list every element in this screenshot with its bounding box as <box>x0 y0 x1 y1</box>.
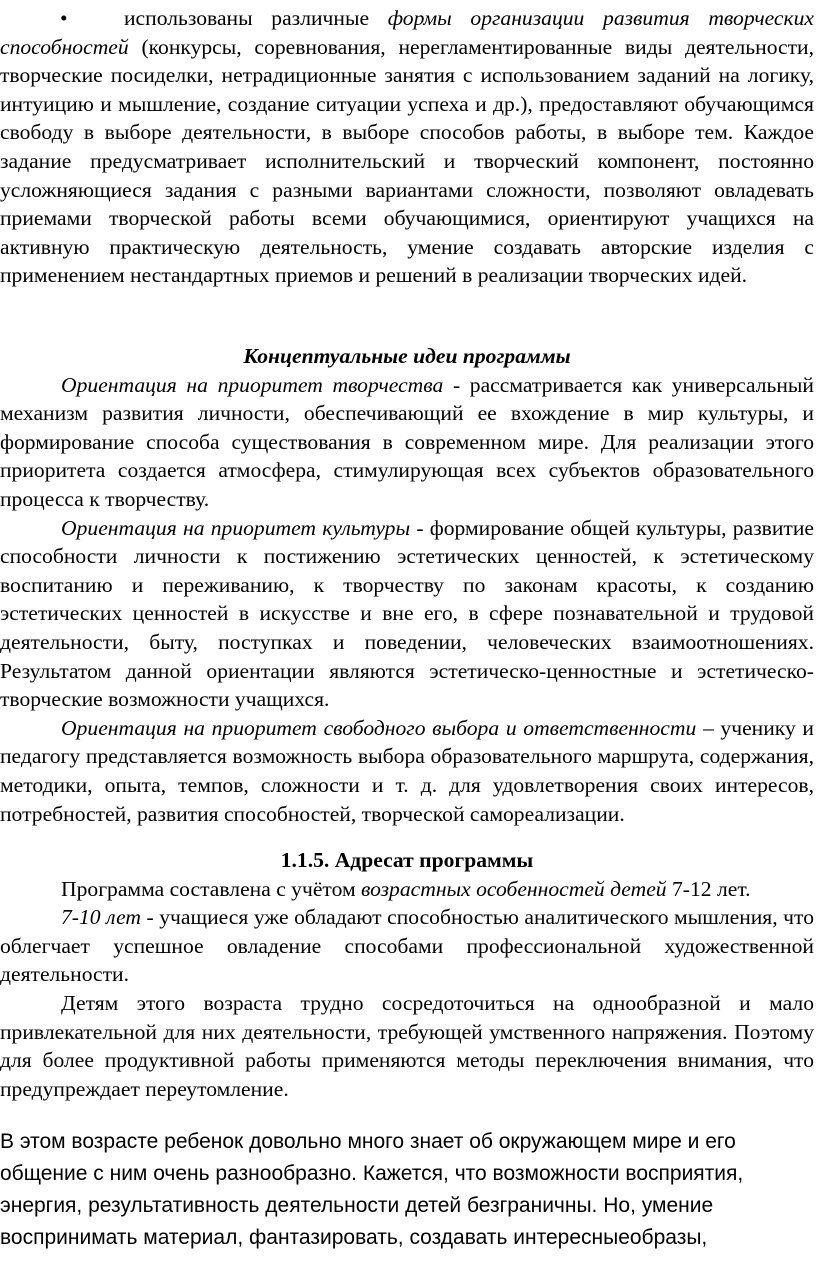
audience-section <box>0 846 814 1103</box>
audience-heading: 1.1.5. Адресат программы <box>280 848 534 872</box>
concept-choice-text: – ученику и педагогу представляется возможность выбора образовательного маршрута, содержания, методики, опыта, темпов, сложности и т. д. для удовлетворения своих интересов, потребностей, развития способностей, творческой самореализации. <box>0 715 814 826</box>
concept-paragraph-choice <box>0 714 814 828</box>
concept-culture-text: - формирование общей культуры, развитие способности личности к постижению эстетических ценностей, к эстетическому воспитанию и переживанию, к творчеству по законам красоты, к созданию эстетических ценностей в искусстве и вне его, в сфере познавательной и трудовой деятельности, быту, поступках и поведении, человеческих взаимоотношениях. Результатом данной ориентации являются эстетическо-ценностные и эстетическо-творческие возможности учащихся. <box>0 515 814 712</box>
audience-paragraph-intro <box>0 875 814 904</box>
audience-intro-text-b: 7-12 лет. <box>666 876 751 901</box>
audience-intro-italic: возрастных особенностей детей <box>361 876 667 901</box>
audience-paragraph-age <box>0 903 814 989</box>
bullet-rest: (конкурсы, соревнования, нерегламентированные виды деятельности, творческие посиделки, нетрадиционные занятия с использованием заданий на логику, интуицию и мышление, создание ситуации успеха и др.), предоставляют обучающимся свободу в выборе деятельности, в выборе способов работы, в выборе тем. Каждое задание предусматривает исполнительский и творческий компонент, постоянно усложняющиеся задания с разными вариантами сложности, позволяют овладевать приемами творческой работы всеми обучающимися, ориентируют учащихся на активную практическую деятельность, умение создавать авторские изделия с применением нестандартных приемов и решений в реализации творческих идей. <box>0 34 814 288</box>
audience-intro-text-a: Программа составлена с учётом <box>61 876 362 901</box>
bullet-lead-italic: формы организации развития творческих способностей <box>0 6 814 59</box>
bullet-lead-plain: использованы различные <box>124 6 370 30</box>
audience-trailing-section <box>0 1126 814 1254</box>
concept-creativity-title: Ориентация на приоритет творчества <box>61 372 444 397</box>
bullet-paragraph <box>0 4 814 290</box>
audience-paragraph-attention: Детям этого возраста трудно сосредоточиться на однообразной и мало привлекательной для них деятельности, требующей умственного напряжения. Поэтому для более продуктивной работы применяются методы переключения внимания, что предупреждает переутомление. <box>0 990 814 1101</box>
bullet-icon: • <box>60 6 68 30</box>
concept-paragraph-creativity <box>0 371 814 514</box>
concept-paragraph-culture <box>0 514 814 714</box>
concept-choice-title: Ориентация на приоритет свободного выбора и ответственности <box>61 715 697 740</box>
concepts-heading: Концептуальные идеи программы <box>243 344 571 368</box>
concept-creativity-text: - рассматривается как универсальный механизм развития личности, обеспечивающий ее вхождение в мир культуры, и формирование способа существования в современном мире. Для реализации этого приоритета создается атмосфера, стимулирующая всех субъектов образовательного процесса к творчеству. <box>0 372 814 511</box>
audience-paragraph-perception: В этом возрасте ребенок довольно много знает об окружающем мире и его общение с ним очень разнообразно. Кажется, что возможности восприятия, энергия, результативность деятельности детей безграничны. Но, умение воспринимать материал, фантазировать, создавать интересныеобразы, <box>0 1130 744 1249</box>
audience-age-text: - учащиеся уже обладают способностью аналитического мышления, что облегчает успешное овладение способами профессиональной художественной деятельности. <box>0 905 814 987</box>
audience-age-italic: 7-10 лет <box>61 905 141 930</box>
bullet-paragraph-text <box>0 4 814 290</box>
concepts-section <box>0 342 814 828</box>
concept-culture-title: Ориентация на приоритет культуры <box>61 515 411 540</box>
